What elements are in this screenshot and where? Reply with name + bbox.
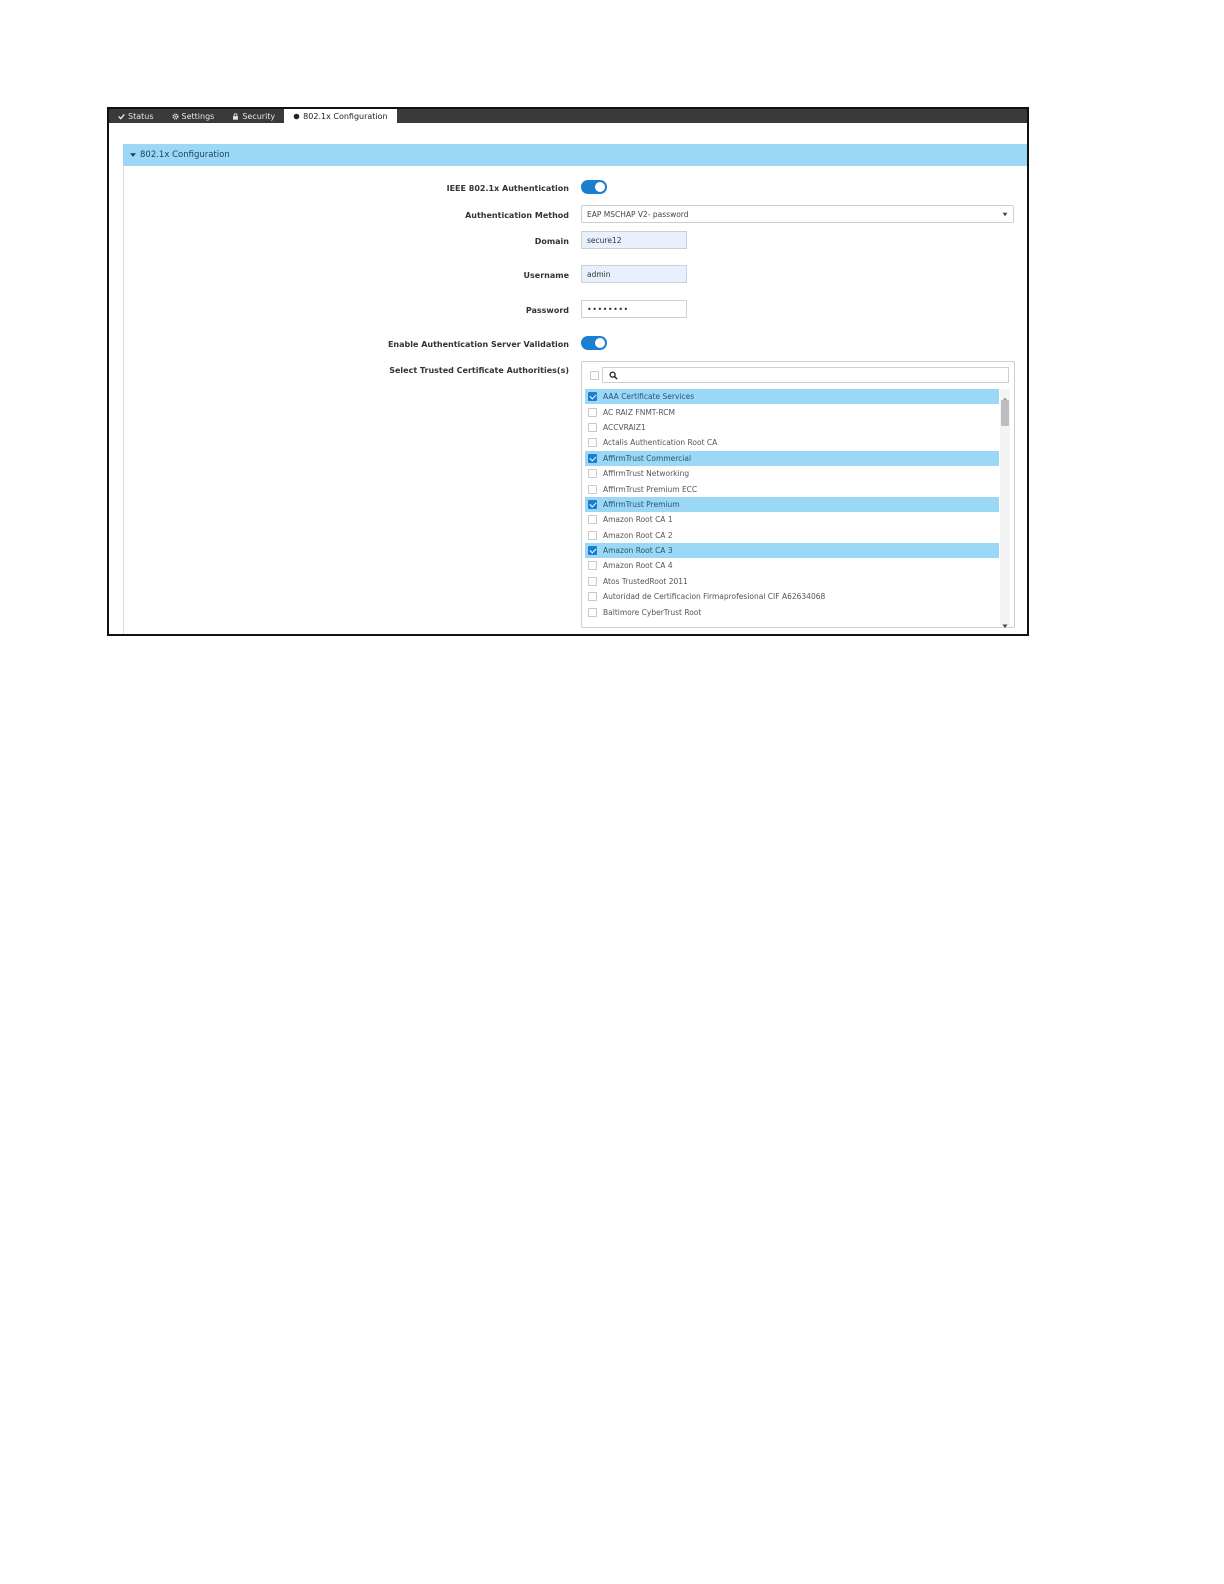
cert-checkbox[interactable] [588,592,597,601]
scroll-up-arrow[interactable] [1000,389,1010,399]
cert-item[interactable] [585,574,999,589]
cert-checkbox[interactable] [588,546,597,555]
scroll-down-arrow[interactable] [1000,616,1010,626]
username-label: Username [523,271,569,280]
caret-down-icon [130,152,136,158]
trusted-ca-label: Select Trusted Certificate Authorities(s) [389,366,569,375]
domain-label: Domain [534,237,569,246]
cert-label: Autoridad de Certificacion Firmaprofesional CIF A62634068 [603,592,826,602]
cert-list [585,389,999,624]
auth-method-label: Authentication Method [465,211,569,220]
config-window [107,107,1029,636]
cert-label: Atos TrustedRoot 2011 [603,576,688,586]
cert-checkbox[interactable] [588,423,597,432]
cert-label: Baltimore CyberTrust Root [603,607,702,617]
cert-label: AffirmTrust Commercial [603,453,692,463]
cert-label: Amazon Root CA 2 [603,530,673,540]
tab-settings[interactable] [163,109,224,123]
cert-checkbox[interactable] [588,608,597,617]
chevron-down-icon [1002,212,1008,217]
cert-checkbox[interactable] [588,577,597,586]
password-input[interactable]: •••••••• [581,300,687,318]
dot-icon [293,113,300,120]
section-title: 802.1x Configuration [140,150,230,160]
tab-label: Status [128,111,154,121]
cert-item[interactable] [585,512,999,527]
auth-method-value: EAP MSCHAP V2- password [587,209,689,219]
cert-checkbox[interactable] [588,408,597,417]
cert-item[interactable] [585,451,999,466]
cert-label: AffirmTrust Networking [603,469,690,479]
cert-label: AC RAIZ FNMT-RCM [603,407,675,417]
select-all-checkbox[interactable] [590,371,599,380]
cert-checkbox[interactable] [588,438,597,447]
cert-item[interactable] [585,589,999,604]
tab-bar [109,109,1027,123]
cert-item[interactable] [585,558,999,573]
username-input[interactable]: admin [581,265,687,283]
cert-label: Amazon Root CA 1 [603,515,673,525]
server-validation-label: Enable Authentication Server Validation [387,340,569,349]
toggle-knob [595,182,605,192]
cert-checkbox[interactable] [588,392,597,401]
domain-input[interactable]: secure12 [581,231,687,249]
cert-item[interactable] [585,389,999,404]
tab-security[interactable] [223,109,284,123]
tab-label: Security [242,111,276,121]
cert-label: Actalis Authentication Root CA [603,438,718,448]
cert-checkbox[interactable] [588,561,597,570]
trusted-ca-multiselect [581,361,1015,628]
cert-checkbox[interactable] [588,515,597,524]
cert-item[interactable] [585,528,999,543]
cert-label: ACCVRAIZ1 [603,422,646,432]
tab-label: 802.1x Configuration [303,111,388,121]
tab-label: Settings [181,111,215,121]
cert-item[interactable] [585,604,999,619]
tab-status[interactable] [109,109,163,123]
password-label: Password [525,306,569,315]
toggle-knob [595,338,605,348]
scroll-thumb[interactable] [1001,400,1009,426]
gear-icon [172,113,179,120]
cert-label: AffirmTrust Premium ECC [603,484,698,494]
cert-label: Amazon Root CA 4 [603,561,673,571]
cert-item[interactable] [585,497,999,512]
cert-item[interactable] [585,404,999,419]
content-divider [123,166,124,634]
cert-item[interactable] [585,543,999,558]
caret-down-icon [1000,621,1010,631]
cert-list-scrollbar[interactable] [1000,389,1010,626]
auth-method-select[interactable] [581,205,1014,223]
cert-search-input[interactable] [602,367,1009,383]
server-validation-toggle[interactable] [581,336,607,350]
ieee-auth-label: IEEE 802.1x Authentication [446,184,569,193]
cert-label: Amazon Root CA 3 [603,546,673,556]
section-header[interactable] [123,144,1027,166]
tab-8021x-configuration[interactable] [284,109,396,123]
cert-checkbox[interactable] [588,454,597,463]
cert-item[interactable] [585,481,999,496]
lock-icon [232,113,239,120]
cert-checkbox[interactable] [588,469,597,478]
check-icon [118,113,125,120]
cert-label: AffirmTrust Premium [603,499,680,509]
cert-item[interactable] [585,466,999,481]
cert-checkbox[interactable] [588,485,597,494]
ieee-auth-toggle[interactable] [581,180,607,194]
cert-checkbox[interactable] [588,531,597,540]
cert-label: AAA Certificate Services [603,392,695,402]
cert-item[interactable] [585,435,999,450]
search-icon [609,371,618,380]
cert-checkbox[interactable] [588,500,597,509]
cert-item[interactable] [585,420,999,435]
